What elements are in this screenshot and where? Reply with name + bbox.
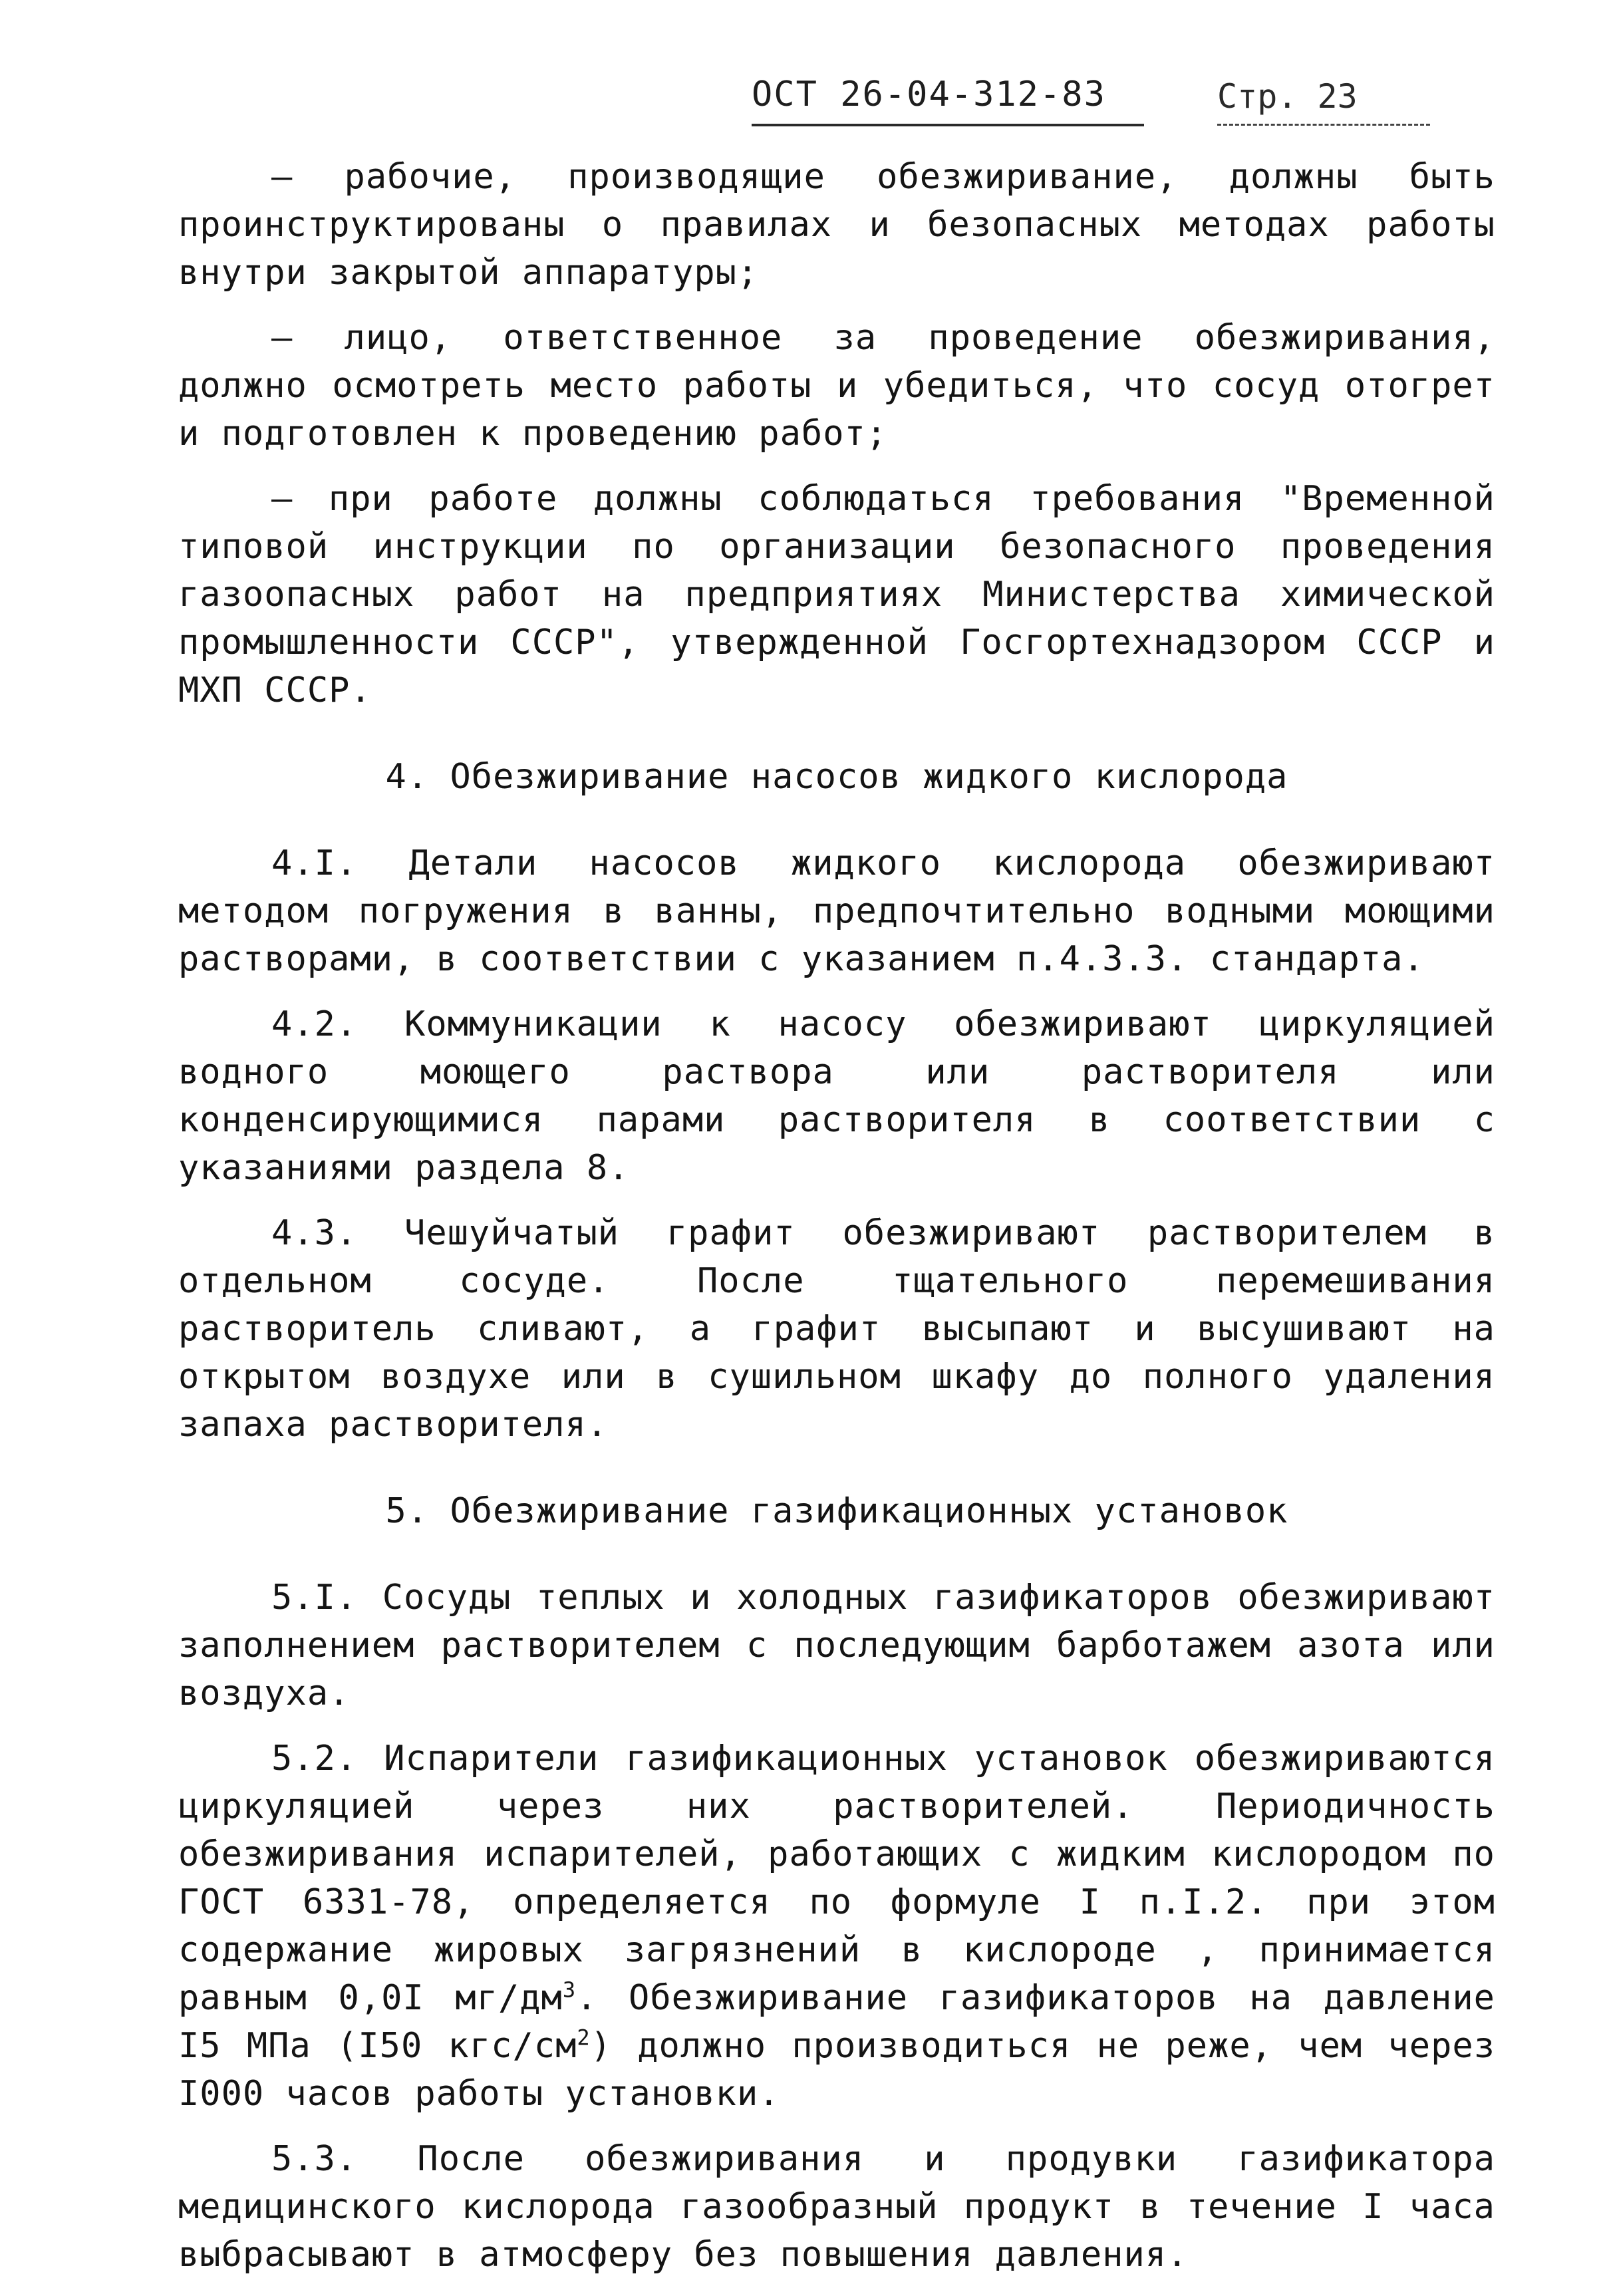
clause-paragraph xyxy=(178,1735,1495,2118)
page-number: Стр. 23 xyxy=(1217,77,1358,116)
bullet-paragraph: – при работе должны соблюдаться требования "Временной типовой инструкции по организации безопасного проведения газоопасных работ на предприятиях Министерства химической промышленности СССР", утвержденной Госгортехнадзором СССР и МХП СССР. xyxy=(178,479,1495,710)
page-number-underline xyxy=(1217,124,1430,126)
clause-paragraph xyxy=(178,1000,1495,1192)
superscript-exponent: 2 xyxy=(577,2025,591,2051)
page-header xyxy=(752,74,1463,134)
clause-number: 5.I. xyxy=(271,1578,358,1618)
bullet-paragraph: – рабочие, производящие обезжиривание, должны быть проинструктированы о правилах и безопасных методах работы внутри закрытой аппаратуры; xyxy=(178,157,1495,293)
clause-paragraph xyxy=(178,839,1495,983)
clause-paragraph xyxy=(178,1209,1495,1449)
superscript-exponent: 3 xyxy=(562,1977,577,2003)
clause-text: Испарители газификационных установок обезжириваются циркуляцией через них растворителей. Периодичность обезжиривания испарителей, работающих с жидким кислородом по ГОСТ 6331-78, определяется по формуле I п.I.2. при этом содержание жировых загрязнений в кислороде , принимается равным 0,0I мг/дм xyxy=(178,1739,1495,2018)
document-body xyxy=(178,153,1495,2296)
document-code: ОСТ 26-04-312-83 xyxy=(752,74,1106,114)
clause-number: 5.2. xyxy=(271,1739,358,1779)
document-code-underline xyxy=(752,124,1144,126)
clause-text: После обезжиривания и продувки газификатора медицинского кислорода газообразный продукт в течение I часа выбрасывают в атмосферу без повышения давления. xyxy=(178,2139,1496,2275)
clause-number: 4.I. xyxy=(271,843,358,883)
section-heading-4: 4. Обезжиривание насосов жидкого кислорода xyxy=(385,757,1288,797)
clause-text: Чешуйчатый графит обезжиривают растворителем в отдельном сосуде. После тщательного перемешивания растворитель сливают, а графит высыпают и высушивают на открытом воздухе или в сушильном шкафу до полного удаления запаха растворителя. xyxy=(178,1213,1495,1445)
bullet-paragraph: – лицо, ответственное за проведение обезжиривания, должно осмотреть место работы и убедиться, что сосуд отогрет и подготовлен к проведению работ; xyxy=(178,318,1495,454)
clause-paragraph xyxy=(178,2135,1495,2279)
clause-text: . Обезжиривание газификаторов на давление I5 МПа (I50 кгс/см xyxy=(178,1978,1495,2066)
clause-number: 4.3. xyxy=(271,1213,358,1253)
clause-paragraph xyxy=(178,1574,1495,1717)
clause-number: 5.3. xyxy=(271,2139,358,2179)
clause-text: ) должно производиться не реже, чем через I000 часов работы установки. xyxy=(178,2026,1495,2114)
clause-text: Сосуды теплых и холодных газификаторов обезжиривают заполнением растворителем с последующим барботажем азота или воздуха. xyxy=(178,1578,1496,1713)
clause-number: 4.2. xyxy=(271,1004,358,1044)
clause-text: Детали насосов жидкого кислорода обезжиривают методом погружения в ванны, предпочтительно водными моющими растворами, в соответствии с указанием п.4.3.3. стандарта. xyxy=(178,843,1495,979)
clause-text: Коммуникации к насосу обезжиривают циркуляцией водного моющего раствора или растворителя или конденсирующимися парами растворителя в соответствии с указаниями раздела 8. xyxy=(178,1004,1495,1188)
section-heading-5: 5. Обезжиривание газификационных установок xyxy=(385,1491,1288,1531)
